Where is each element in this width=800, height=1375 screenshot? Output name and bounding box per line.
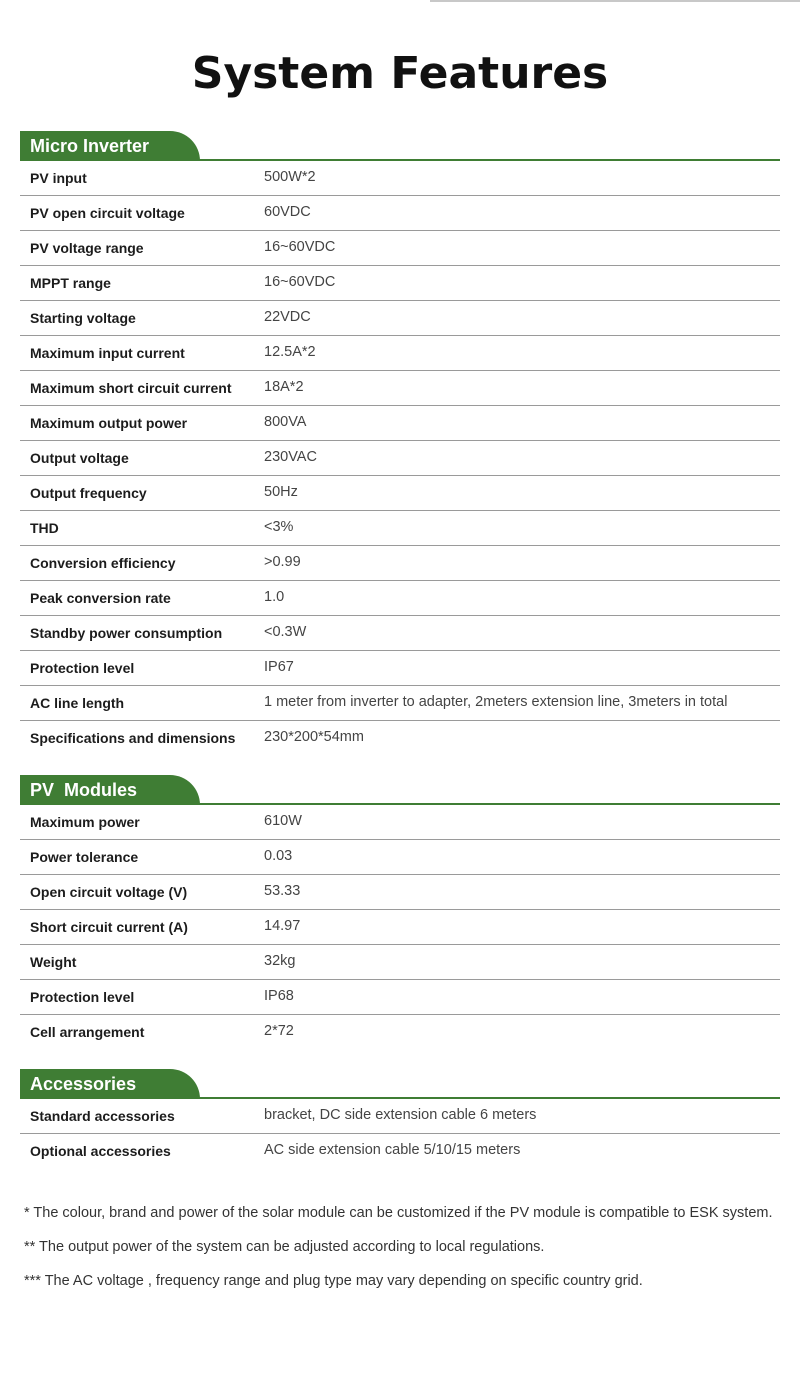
spec-row-maximum-input-current xyxy=(20,336,780,371)
section-title-tab: Accessories xyxy=(20,1069,200,1099)
spec-value: <0.3W xyxy=(264,624,307,640)
spec-label: MPPT range xyxy=(30,275,111,291)
spec-row-mppt-range xyxy=(20,266,780,301)
spec-label: Short circuit current (A) xyxy=(30,919,188,935)
spec-row-protection-level xyxy=(20,651,780,686)
section-header xyxy=(20,1069,780,1099)
spec-value: 500W*2 xyxy=(264,169,316,185)
section-accessories xyxy=(20,1069,780,1169)
spec-value: 800VA xyxy=(264,414,307,430)
spec-label: THD xyxy=(30,520,59,536)
spec-label: Standard accessories xyxy=(30,1108,175,1124)
spec-value: 1.0 xyxy=(264,589,285,605)
spec-row-pv-open-circuit-voltage xyxy=(20,196,780,231)
spec-label: Protection level xyxy=(30,989,135,1005)
spec-value: IP67 xyxy=(264,659,294,675)
spec-row-starting-voltage xyxy=(20,301,780,336)
spec-row-pv-input xyxy=(20,161,780,196)
spec-row-peak-conversion-rate xyxy=(20,581,780,616)
spec-value: IP68 xyxy=(264,988,294,1004)
spec-label: Cell arrangement xyxy=(30,1024,145,1040)
spec-value: 32kg xyxy=(264,953,296,969)
spec-row-conversion-efficiency xyxy=(20,546,780,581)
section-micro-inverter xyxy=(20,131,780,756)
spec-row-pv-voltage-range xyxy=(20,231,780,266)
spec-label: Maximum input current xyxy=(30,345,185,361)
spec-value: 18A*2 xyxy=(264,379,304,395)
spec-value: AC side extension cable 5/10/15 meters xyxy=(264,1142,521,1158)
section-title-tab: Micro Inverter xyxy=(20,131,200,161)
spec-value: 1 meter from inverter to adapter, 2meters extension line, 3meters in total xyxy=(264,694,728,710)
spec-label: Output frequency xyxy=(30,485,147,501)
spec-row-specifications-and-dimensions xyxy=(20,721,780,756)
spec-label: Output voltage xyxy=(30,450,129,466)
spec-row-maximum-power xyxy=(20,805,780,840)
footnote-output-power: ** The output power of the system can be adjusted according to local regulations. xyxy=(24,1239,545,1255)
spec-value: 0.03 xyxy=(264,848,293,864)
spec-value: 53.33 xyxy=(264,883,301,899)
spec-value: 16~60VDC xyxy=(264,239,336,255)
section-pv-modules xyxy=(20,775,780,1050)
spec-row-output-frequency xyxy=(20,476,780,511)
spec-value: 16~60VDC xyxy=(264,274,336,290)
spec-value: 610W xyxy=(264,813,302,829)
page-title: System Features xyxy=(191,48,609,99)
spec-label: PV input xyxy=(30,170,87,186)
spec-row-short-circuit-current xyxy=(20,910,780,945)
spec-row-weight xyxy=(20,945,780,980)
top-divider-line xyxy=(430,0,800,2)
spec-row-cell-arrangement xyxy=(20,1015,780,1050)
section-title-tab: PV Modules xyxy=(20,775,200,805)
spec-label: Specifications and dimensions xyxy=(30,730,236,746)
spec-label: Open circuit voltage (V) xyxy=(30,884,188,900)
spec-row-maximum-output-power xyxy=(20,406,780,441)
section-header xyxy=(20,775,780,805)
spec-value: 14.97 xyxy=(264,918,301,934)
spec-label: Maximum short circuit current xyxy=(30,380,232,396)
spec-value: 50Hz xyxy=(264,484,298,500)
spec-value: 2*72 xyxy=(264,1023,294,1039)
spec-row-standard-accessories xyxy=(20,1099,780,1134)
spec-value: 12.5A*2 xyxy=(264,344,316,360)
spec-label: Conversion efficiency xyxy=(30,555,176,571)
spec-row-output-voltage xyxy=(20,441,780,476)
footnote-customization: * The colour, brand and power of the solar module can be customized if the PV module is compatible to ESK system. xyxy=(24,1205,773,1221)
spec-row-power-tolerance xyxy=(20,840,780,875)
spec-label: Maximum output power xyxy=(30,415,188,431)
spec-label: PV open circuit voltage xyxy=(30,205,185,221)
spec-row-optional-accessories xyxy=(20,1134,780,1169)
spec-value: 230VAC xyxy=(264,449,317,465)
spec-label: Peak conversion rate xyxy=(30,590,171,606)
spec-label: Standby power consumption xyxy=(30,625,223,641)
spec-row-standby-power-consumption xyxy=(20,616,780,651)
spec-value: >0.99 xyxy=(264,554,301,570)
spec-value: 22VDC xyxy=(264,309,311,325)
spec-value: 60VDC xyxy=(264,204,311,220)
spec-label: AC line length xyxy=(30,695,125,711)
spec-row-ac-line-length xyxy=(20,686,780,721)
spec-row-protection-level xyxy=(20,980,780,1015)
spec-label: Power tolerance xyxy=(30,849,139,865)
spec-label: Starting voltage xyxy=(30,310,136,326)
spec-value: <3% xyxy=(264,519,294,535)
section-header xyxy=(20,131,780,161)
spec-label: Protection level xyxy=(30,660,135,676)
spec-value: 230*200*54mm xyxy=(264,729,364,745)
spec-value: bracket, DC side extension cable 6 meters xyxy=(264,1107,537,1123)
spec-label: PV voltage range xyxy=(30,240,144,256)
footnotes xyxy=(24,1204,780,1306)
footnote-ac-voltage: *** The AC voltage , frequency range and plug type may vary depending on specific country grid. xyxy=(24,1273,643,1289)
spec-row-open-circuit-voltage xyxy=(20,875,780,910)
spec-label: Maximum power xyxy=(30,814,140,830)
spec-label: Weight xyxy=(30,954,77,970)
spec-row-thd xyxy=(20,511,780,546)
spec-label: Optional accessories xyxy=(30,1143,171,1159)
spec-row-maximum-short-circuit-current xyxy=(20,371,780,406)
